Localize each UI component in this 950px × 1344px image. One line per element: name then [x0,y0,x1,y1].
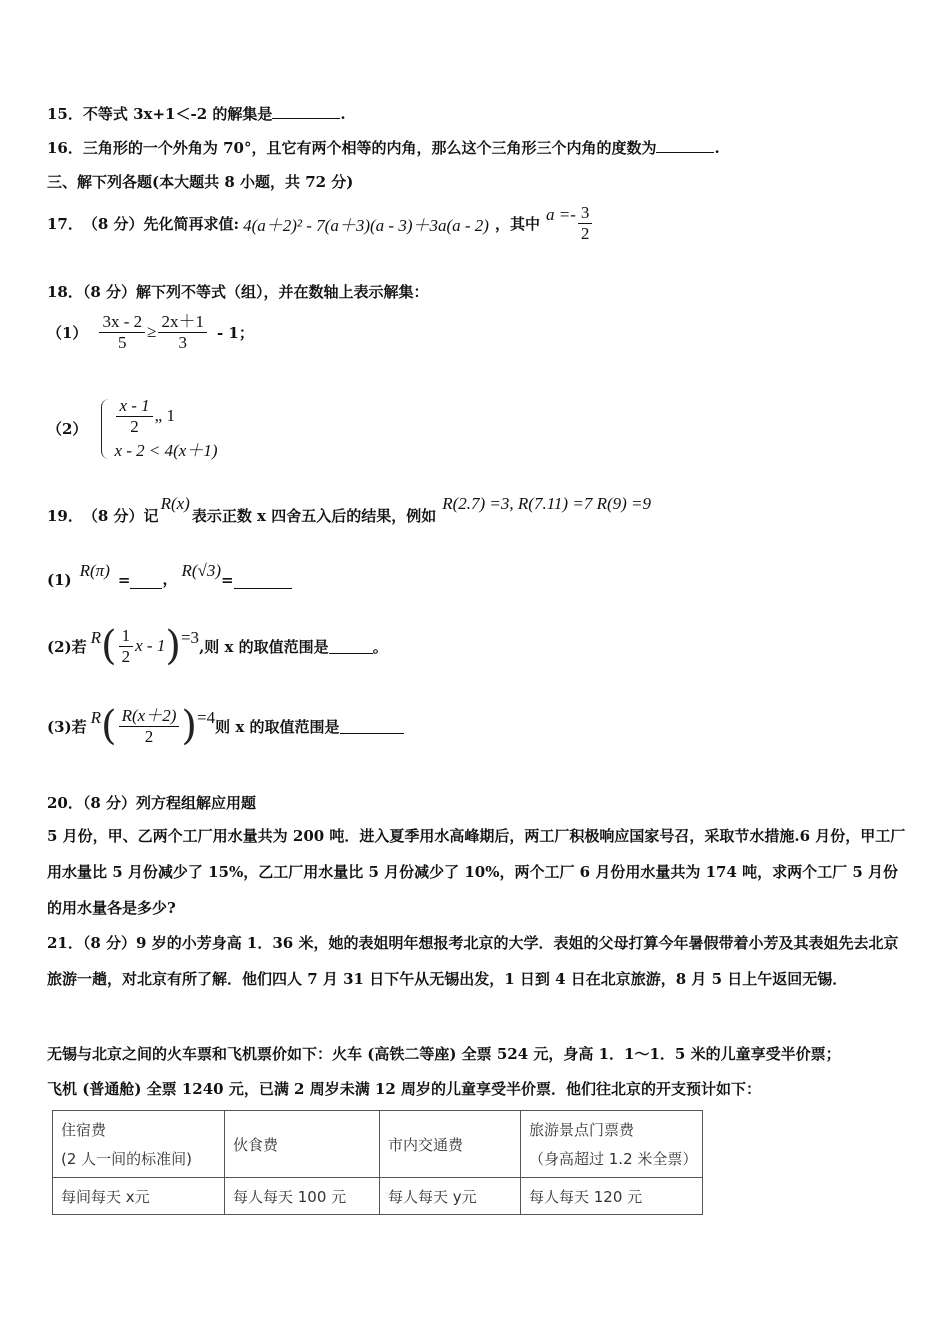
q16-end: . [714,139,720,157]
q15-end: . [340,105,346,123]
q18-part2-row2: x - 2 < 4(x＋1) [114,441,218,461]
table-cell: 每间每天 x元 [53,1178,225,1215]
q16-answer-blank[interactable] [656,138,714,153]
q19-part-3 [47,703,404,750]
question-18 [47,281,429,302]
q18-part1-left-fraction [99,312,145,352]
header-transport: 市内交通费 [388,1135,464,1154]
expense-table [52,1110,703,1215]
header-tickets: 旅游景点门票费 [529,1121,635,1139]
table-header-cell [521,1111,703,1178]
q18-part-1 [47,312,254,352]
q21-line3: 飞机 (普通舱) 全票 1240 元，已满 2 周岁未满 12 周岁的儿童享受半价票．他们往北京的开支预计如下： [47,1080,762,1098]
question-20 [47,792,256,813]
table-cell: 每人每天 y元 [380,1178,521,1215]
q19-p3-tail: 则 x 的取值范围是 [215,717,340,736]
system-brace-icon [101,399,110,459]
q15-answer-blank[interactable] [272,104,340,119]
header-tickets-note: （身高超过 1.2 米全票） [529,1150,698,1168]
left-paren-icon: ( [101,623,117,670]
q18-part1-label: （1） [47,323,88,342]
q19-p3-fraction [119,706,180,746]
table-header-cell [225,1111,380,1178]
q20-number: 20． [47,794,83,812]
q17-prompt: 先化简再求值: [143,214,240,233]
q19-p1-label: (1) [47,571,72,589]
right-paren-icon: ) [165,623,181,670]
q19-p2-numerator: 1 [119,626,134,647]
q17-cond-numerator: 3 [578,203,593,224]
q18-part1-left-numerator: 3x - 2 [99,312,145,333]
q20-title: 列方程组解应用题 [136,794,257,812]
q18-part1-right-fraction [158,312,207,352]
q17-where: ，其中 [494,214,540,233]
q18-part-2 [47,396,217,461]
q19-p1-b: R(√3) [181,561,222,580]
q19-p2-after: x - 1 [135,636,166,656]
q19-p1-blank-2[interactable] [234,574,292,589]
q19-p1-eq2: = [221,571,234,589]
table-cell: 每人每天 100 元 [225,1178,380,1215]
q18-part2-relation: „ 1 [154,406,175,426]
table-row [53,1178,703,1215]
q16-text: 三角形的一个外角为 70°，且它有两个相等的内角，那么这个三角形三个内角的度数为 [82,139,657,157]
section-3-title: 三、解下列各题(本大题共 8 小题，共 72 分) [47,173,354,191]
q19-p3-R: R [90,708,102,728]
q17-cond-lhs: a =- [545,205,576,224]
q19-p3-label: (3)若 [47,717,87,736]
q18-part2-denominator: 2 [130,416,139,436]
q16-number: 16． [47,139,83,157]
q18-part1-tail: - 1； [216,323,254,342]
q19-p1-a: R(π) [79,561,110,580]
question-21 [47,925,907,997]
left-paren-icon: ( [101,703,117,750]
q19-desc: 表示正数 x 四舍五入后的结果，例如 [191,507,437,525]
q19-p2-fraction [119,626,134,666]
q18-part1-operator: ≥ [147,322,157,342]
q19-p1-sep: ， [162,570,178,588]
q18-part1-right-numerator: 2x＋1 [158,312,207,333]
q17-expression: 4(a＋2)² - 7(a＋3)(a - 3)＋3a(a - 2) [243,215,489,235]
table-header-cell [380,1111,521,1178]
q19-p2-denominator: 2 [121,646,131,666]
q18-part2-fraction [116,396,152,436]
question-15 [47,103,346,124]
question-16 [47,137,720,158]
q19-p3-answer-blank[interactable] [340,719,404,734]
q17-cond-fraction [578,203,593,243]
q18-part1-left-denominator: 5 [118,332,127,352]
q19-p2-R: R [90,628,102,648]
q21-body: 9 岁的小芳身高 1．36 米，她的表姐明年想报考北京的大学．表姐的父母打算今年暑假带着小芳及其表姐先去北京旅游一趟，对北京有所了解．他们四人 7 月 31 日下午从无锡出发，1 日到 4 日在北京旅游，8 月 5 日上午返回无锡． [47,934,899,988]
q19-p1-blank-1[interactable] [130,574,162,589]
q19-p3-denominator: 2 [144,726,154,746]
q19-rx: R(x) [160,494,190,513]
q18-prompt: 解下列不等式（组），并在数轴上表示解集： [136,283,429,301]
q20-score: （8 分） [82,794,137,812]
header-lodging-note: (2 人一间的标准间) [61,1150,193,1168]
q18-part2-row1 [114,396,217,436]
q19-p2-label: (2)若 [47,637,87,656]
q19-part-1 [47,561,292,589]
table-header-cell [53,1111,225,1178]
q18-part2-label: （2） [47,420,88,439]
header-lodging: 住宿费 [61,1121,107,1139]
header-food: 伙食费 [233,1135,279,1154]
question-19 [47,494,651,526]
q19-p2-tail: ,则 x 的取值范围是 [199,637,329,656]
q15-number: 15． [47,105,83,123]
q19-p3-eq: =4 [197,708,216,728]
q19-example: R(2.7) =3, R(7.11) =7 R(9) =9 [442,494,651,513]
q18-part2-numerator: x - 1 [116,396,152,417]
q17-cond-denominator: 2 [580,223,590,243]
q18-score: （8 分） [82,283,137,301]
q21-number: 21． [47,934,83,952]
q20-body: 5 月份，甲、乙两个工厂用水量共为 200 吨．进入夏季用水高峰期后，两工厂积极响应国家号召，采取节水措施.6 月份，甲工厂用水量比 5 月份减少了 15%，乙工厂用水量比 5 月份减少了 10%，两个工厂 6 月份用水量共为 174 吨，求两个工厂 5 月份的用水量各是多少? [47,827,906,917]
q19-prefix: 记 [143,507,159,525]
question-17 [47,198,594,248]
q19-number: 19． [47,507,83,525]
q21-line2: 无锡与北京之间的火车票和飞机票价如下：火车 (高铁二等座) 全票 524 元，身高 1．1～1．5 米的儿童享受半价票； [47,1045,841,1063]
q19-score: （8 分） [82,507,144,525]
q15-text: 不等式 3x+1＜-2 的解集是 [82,105,273,123]
table-cell: 每人每天 120 元 [521,1178,703,1215]
q19-part-2 [47,623,388,670]
q17-score: （8 分） [82,214,144,233]
table-header-row [53,1111,703,1178]
q19-p3-numerator: R(x＋2) [119,706,180,727]
q18-part1-right-denominator: 3 [178,332,187,352]
right-paren-icon: ) [181,703,198,750]
q19-p1-eq1: = [117,571,131,589]
q19-p2-end: 。 [372,637,388,656]
q21-score: （8 分） [82,934,137,952]
q18-part2-system [114,396,217,461]
q19-p2-eq: =3 [180,628,200,648]
q17-number: 17． [47,214,83,233]
q18-number: 18． [47,283,83,301]
q19-p2-answer-blank[interactable] [329,639,373,654]
